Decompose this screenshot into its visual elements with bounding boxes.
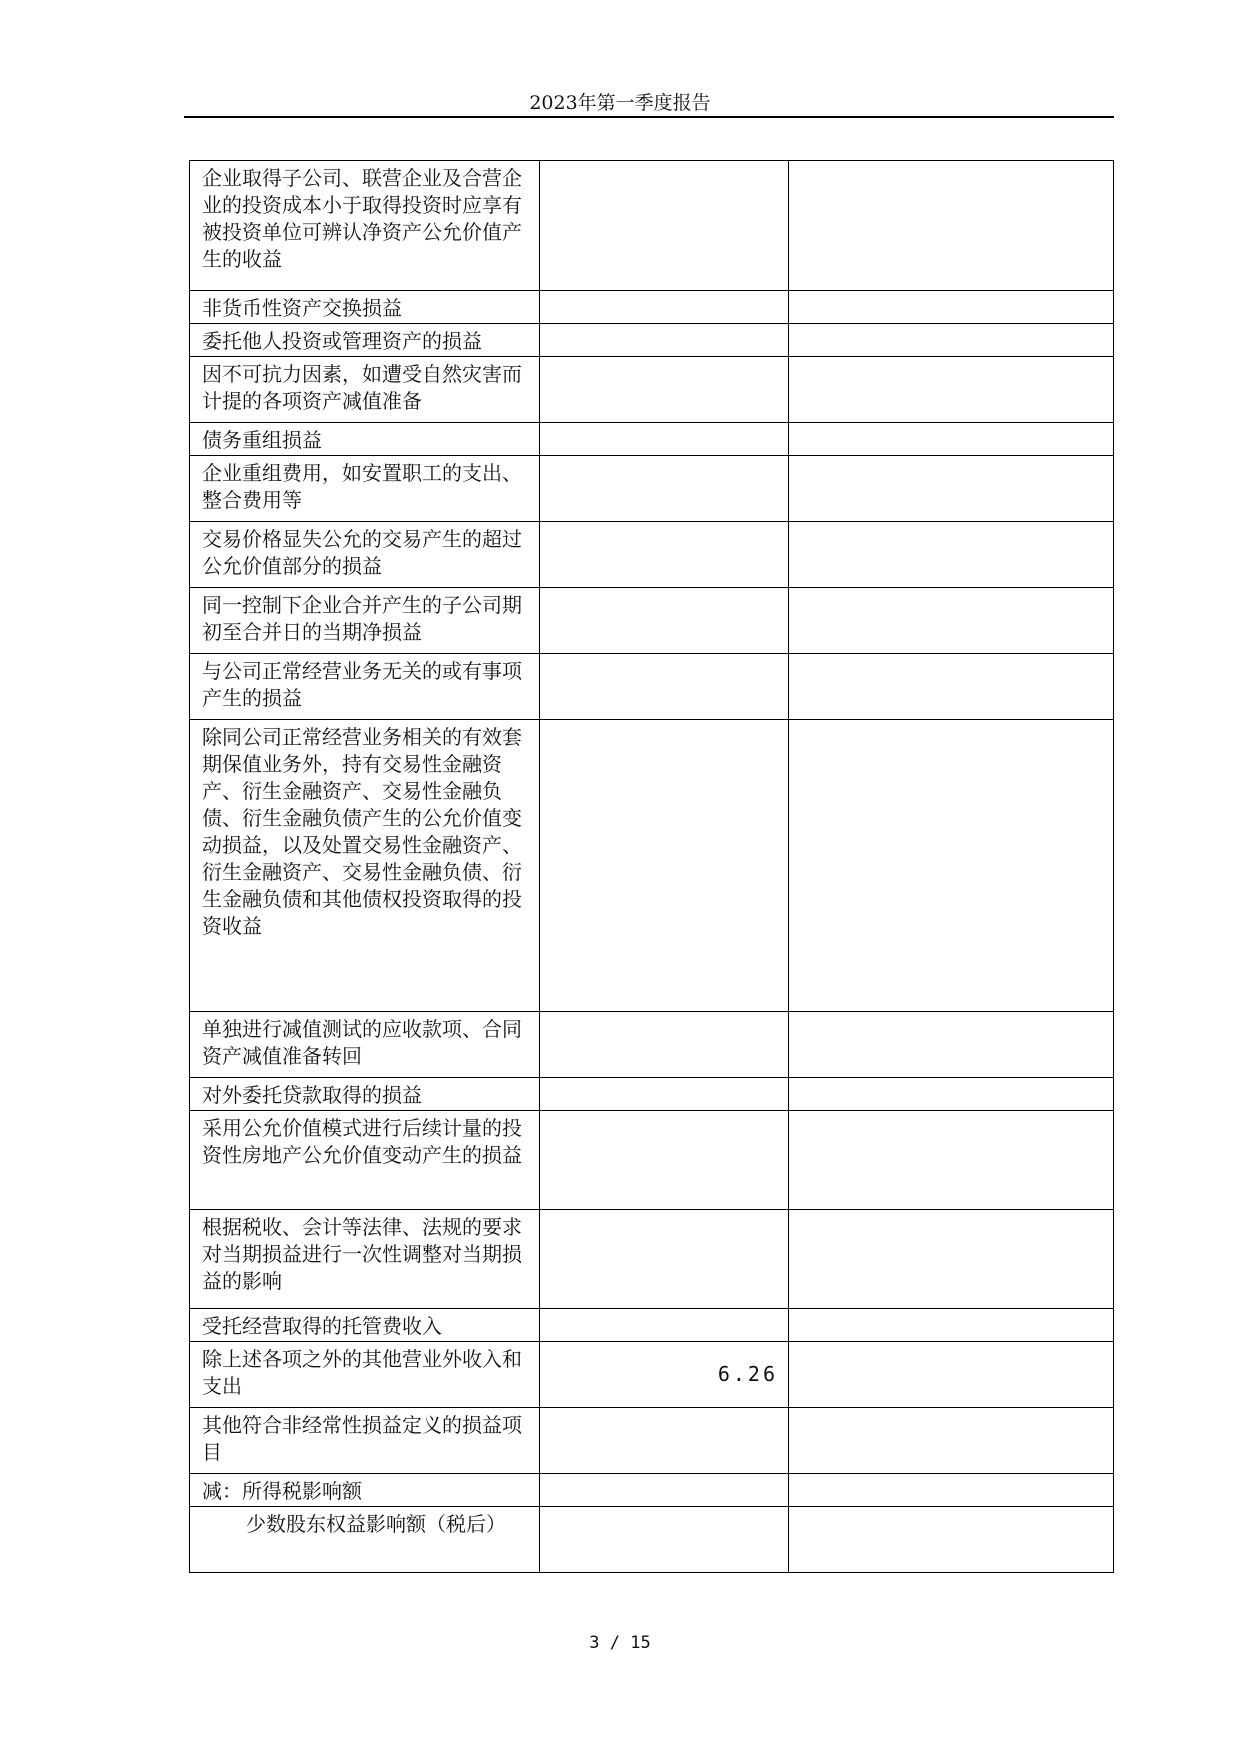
note-cell [789,161,1114,291]
amount-cell [540,291,789,324]
table-row [190,588,1114,654]
table-row [190,654,1114,720]
amount-cell [540,1210,789,1309]
item-cell: 单独进行减值测试的应收款项、合同资产减值准备转回 [190,1012,540,1078]
amount-cell [540,1474,789,1507]
amount-cell [540,1078,789,1111]
item-cell: 除同公司正常经营业务相关的有效套期保值业务外，持有交易性金融资产、衍生金融资产、交易性金融负债、衍生金融负债产生的公允价值变动损益，以及处置交易性金融资产、衍生金融资产、交易性金融负债、衍生金融负债和其他债权投资取得的投资收益 [190,720,540,1012]
table-row [190,1342,1114,1408]
item-cell: 根据税收、会计等法律、法规的要求对当期损益进行一次性调整对当期损益的影响 [190,1210,540,1309]
amount-cell: 6.26 [540,1342,789,1408]
table-row [190,1111,1114,1210]
table-row [190,720,1114,1012]
note-cell [789,1012,1114,1078]
table-row [190,161,1114,291]
item-cell: 对外委托贷款取得的损益 [190,1078,540,1111]
note-cell [789,357,1114,423]
item-cell: 其他符合非经常性损益定义的损益项目 [190,1408,540,1474]
note-cell [789,654,1114,720]
amount-cell [540,1309,789,1342]
amount-cell [540,423,789,456]
item-cell: 非货币性资产交换损益 [190,291,540,324]
table-row [190,456,1114,522]
note-cell [789,1111,1114,1210]
item-cell: 同一控制下企业合并产生的子公司期初至合并日的当期净损益 [190,588,540,654]
table-row [190,1012,1114,1078]
table-row [190,1408,1114,1474]
table-row [190,324,1114,357]
note-cell [789,1078,1114,1111]
table-row [190,522,1114,588]
note-cell [789,720,1114,1012]
item-cell: 债务重组损益 [190,423,540,456]
item-cell: 委托他人投资或管理资产的损益 [190,324,540,357]
note-cell [789,1342,1114,1408]
table-row [190,357,1114,423]
note-cell [789,291,1114,324]
amount-cell [540,1111,789,1210]
note-cell [789,324,1114,357]
amount-cell [540,456,789,522]
amount-cell [540,357,789,423]
amount-cell [540,720,789,1012]
note-cell [789,522,1114,588]
table-row [190,1309,1114,1342]
note-cell [789,1474,1114,1507]
page-number: 3 / 15 [589,1633,651,1653]
note-cell [789,1210,1114,1309]
amount-cell [540,522,789,588]
item-cell: 受托经营取得的托管费收入 [190,1309,540,1342]
item-cell: 因不可抗力因素，如遭受自然灾害而计提的各项资产减值准备 [190,357,540,423]
item-cell: 企业重组费用，如安置职工的支出、整合费用等 [190,456,540,522]
note-cell [789,1507,1114,1573]
amount-cell [540,1507,789,1573]
table-row [190,291,1114,324]
item-cell: 企业取得子公司、联营企业及合营企业的投资成本小于取得投资时应享有被投资单位可辨认净资产公允价值产生的收益 [190,161,540,291]
item-cell: 采用公允价值模式进行后续计量的投资性房地产公允价值变动产生的损益 [190,1111,540,1210]
table-row [190,1210,1114,1309]
amount-cell [540,654,789,720]
amount-cell [540,588,789,654]
table-row [190,1474,1114,1507]
item-cell: 交易价格显失公允的交易产生的超过公允价值部分的损益 [190,522,540,588]
note-cell [789,588,1114,654]
amount-cell [540,1012,789,1078]
amount-cell [540,161,789,291]
note-cell [789,1309,1114,1342]
table-row [190,423,1114,456]
item-cell: 减：所得税影响额 [190,1474,540,1507]
non-recurring-gains-losses-table [189,160,1114,1573]
item-cell: 与公司正常经营业务无关的或有事项产生的损益 [190,654,540,720]
table-row [190,1507,1114,1573]
table-row [190,1078,1114,1111]
header-divider [184,116,1114,118]
note-cell [789,456,1114,522]
note-cell [789,1408,1114,1474]
amount-cell [540,324,789,357]
note-cell [789,423,1114,456]
report-header-title: 2023年第一季度报告 [529,92,711,114]
amount-cell [540,1408,789,1474]
item-cell: 除上述各项之外的其他营业外收入和支出 [190,1342,540,1408]
item-cell: 少数股东权益影响额（税后） [190,1507,540,1573]
